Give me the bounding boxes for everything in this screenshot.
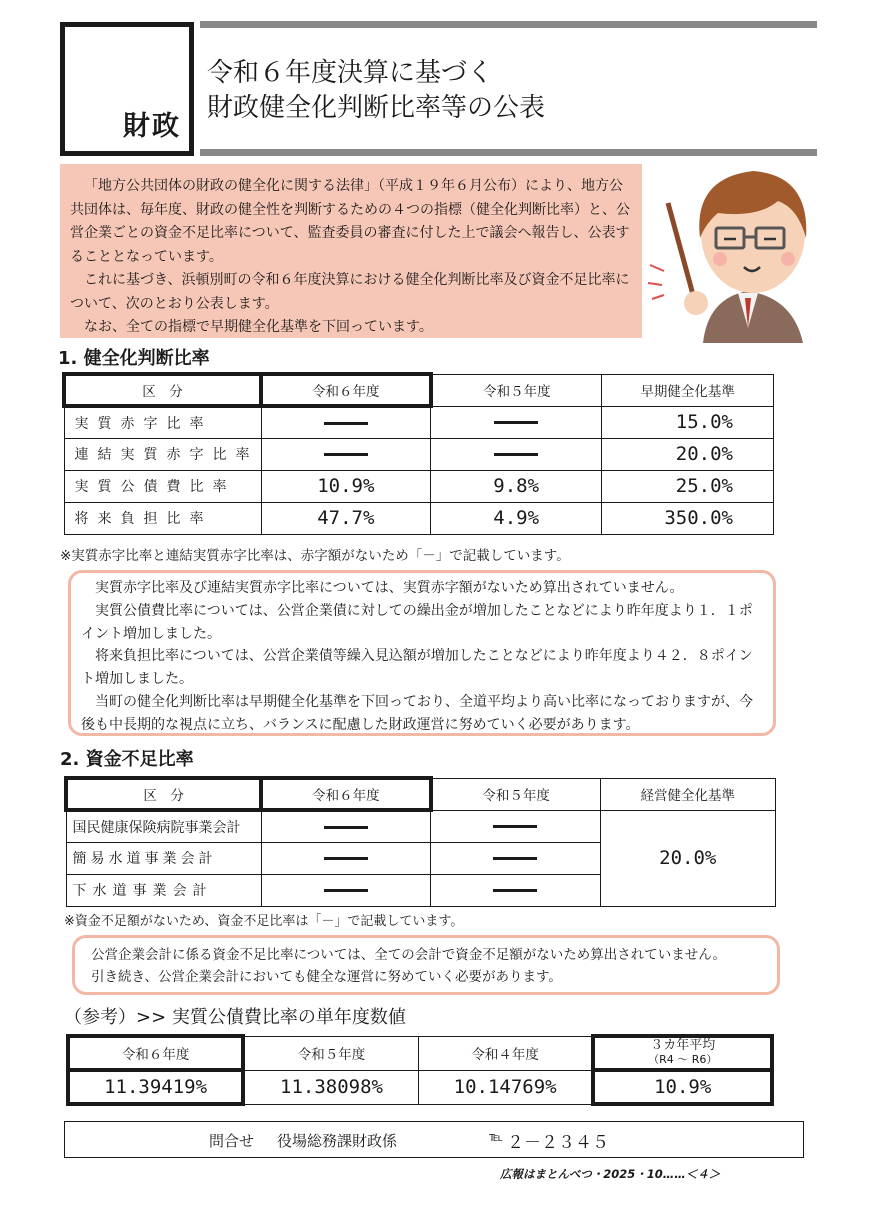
section1-heading: 1. 健全化判断比率	[58, 348, 210, 369]
header-r5: 令和５年度	[431, 778, 600, 810]
dash-cell	[431, 406, 602, 438]
ratio-table	[62, 372, 774, 535]
table-row: 連結実質赤字比率 20.0%	[64, 438, 774, 470]
page-footer: 広報はまとんべつ・2025・10……＜４＞	[500, 1167, 721, 1181]
title-bar-bottom	[200, 149, 817, 156]
section2-note: ※資金不足額がないため、資金不足比率は「－」で記載しています。	[64, 914, 464, 929]
header-r6: 令和６年度	[261, 374, 430, 406]
shortfall-table	[64, 776, 776, 907]
header-r4: 令和４年度	[418, 1036, 593, 1070]
contact-dept: 役場総務課財政係	[277, 1132, 398, 1150]
contact-box	[64, 1121, 804, 1158]
standard-cell: 20.0%	[600, 810, 775, 906]
section2-heading: 2. 資金不足比率	[60, 749, 194, 770]
header-r6: 令和６年度	[261, 778, 430, 810]
dash-cell	[431, 842, 600, 874]
dash-cell	[261, 874, 430, 906]
header-category: 区 分	[66, 778, 261, 810]
reference-table	[66, 1034, 774, 1106]
dash-cell	[261, 406, 430, 438]
header-average: ３カ年平均 （R4 ～ R6）	[593, 1036, 772, 1070]
header-standard: 経営健全化基準	[600, 778, 775, 810]
contact-label: 問合せ	[209, 1132, 255, 1150]
dash-cell	[431, 810, 600, 842]
contact-tel: ２－２３４５	[507, 1133, 609, 1153]
category-label: 財政	[123, 111, 181, 142]
section1-explanation: 実質赤字比率及び連結実質赤字比率については、実質赤字額がないため算出されていません。 実質公債費比率については、公営企業債に対しての繰出金が増加したことなどにより昨年度より１．１ポイント増加しました。 将来負担比率については、公営企業債等繰入見込額が増加したことなどにより昨年度より４２．８ポイント増加しました。 当町の健全化判断比率は早期健全化基準を下回っており、全道平均より高い比率になっておりますが、今後も中長期的な視点に立ち、バランスに配慮した財政運営に努めていく必要があります。	[68, 570, 776, 736]
section1-note: ※実質赤字比率と連結実質赤字比率は、赤字額がないため「－」で記載しています。	[60, 548, 570, 564]
tel-mark: ℡	[489, 1130, 503, 1145]
table-row: 実質赤字比率 15.0%	[64, 406, 774, 438]
header-r5: 令和５年度	[431, 374, 602, 406]
category-box	[60, 22, 194, 156]
table-row: 11.39419% 11.38098% 10.14769% 10.9%	[68, 1070, 772, 1104]
header-r6: 令和６年度	[68, 1036, 243, 1070]
header-standard: 早期健全化基準	[602, 374, 774, 406]
table-row: 簡易水道事業会計	[66, 842, 776, 874]
dash-cell	[261, 842, 430, 874]
table-row: 国民健康保険病院事業会計 20.0%	[66, 810, 776, 842]
page-title: 令和６年度決算に基づく 財政健全化判断比率等の公表	[207, 58, 546, 123]
header-category: 区 分	[64, 374, 261, 406]
table-row: 将来負担比率 47.7% 4.9% 350.0%	[64, 502, 774, 534]
table-row: 下水道事業会計	[66, 874, 776, 906]
section3-heading: （参考）>> 実質公債費比率の単年度数値	[64, 1007, 406, 1028]
teacher-illustration	[648, 163, 818, 343]
title-bar-top	[200, 21, 817, 28]
section2-explanation: 公営企業会計に係る資金不足比率については、全ての会計で資金不足額がないため算出されていません。 引き続き、公営企業会計においても健全な運営に努めていく必要があります。	[72, 935, 780, 995]
header-r5: 令和５年度	[243, 1036, 418, 1070]
dash-cell	[431, 438, 602, 470]
dash-cell	[261, 810, 430, 842]
table-row: 実質公債費比率 10.9% 9.8% 25.0%	[64, 470, 774, 502]
dash-cell	[431, 874, 600, 906]
intro-box: 「地方公共団体の財政の健全化に関する法律」（平成１９年６月公布）により、地方公共団体は、毎年度、財政の健全性を判断するための４つの指標（健全化判断比率）と、公営企業ごとの資金不足比率について、監査委員の審査に付した上で議会へ報告し、公表することとなっています。 これに基づき、浜頓別町の令和６年度決算における健全化判断比率及び資金不足比率について、次のとおり公表します。 なお、全ての指標で早期健全化基準を下回っています。	[60, 164, 642, 338]
dash-cell	[261, 438, 430, 470]
